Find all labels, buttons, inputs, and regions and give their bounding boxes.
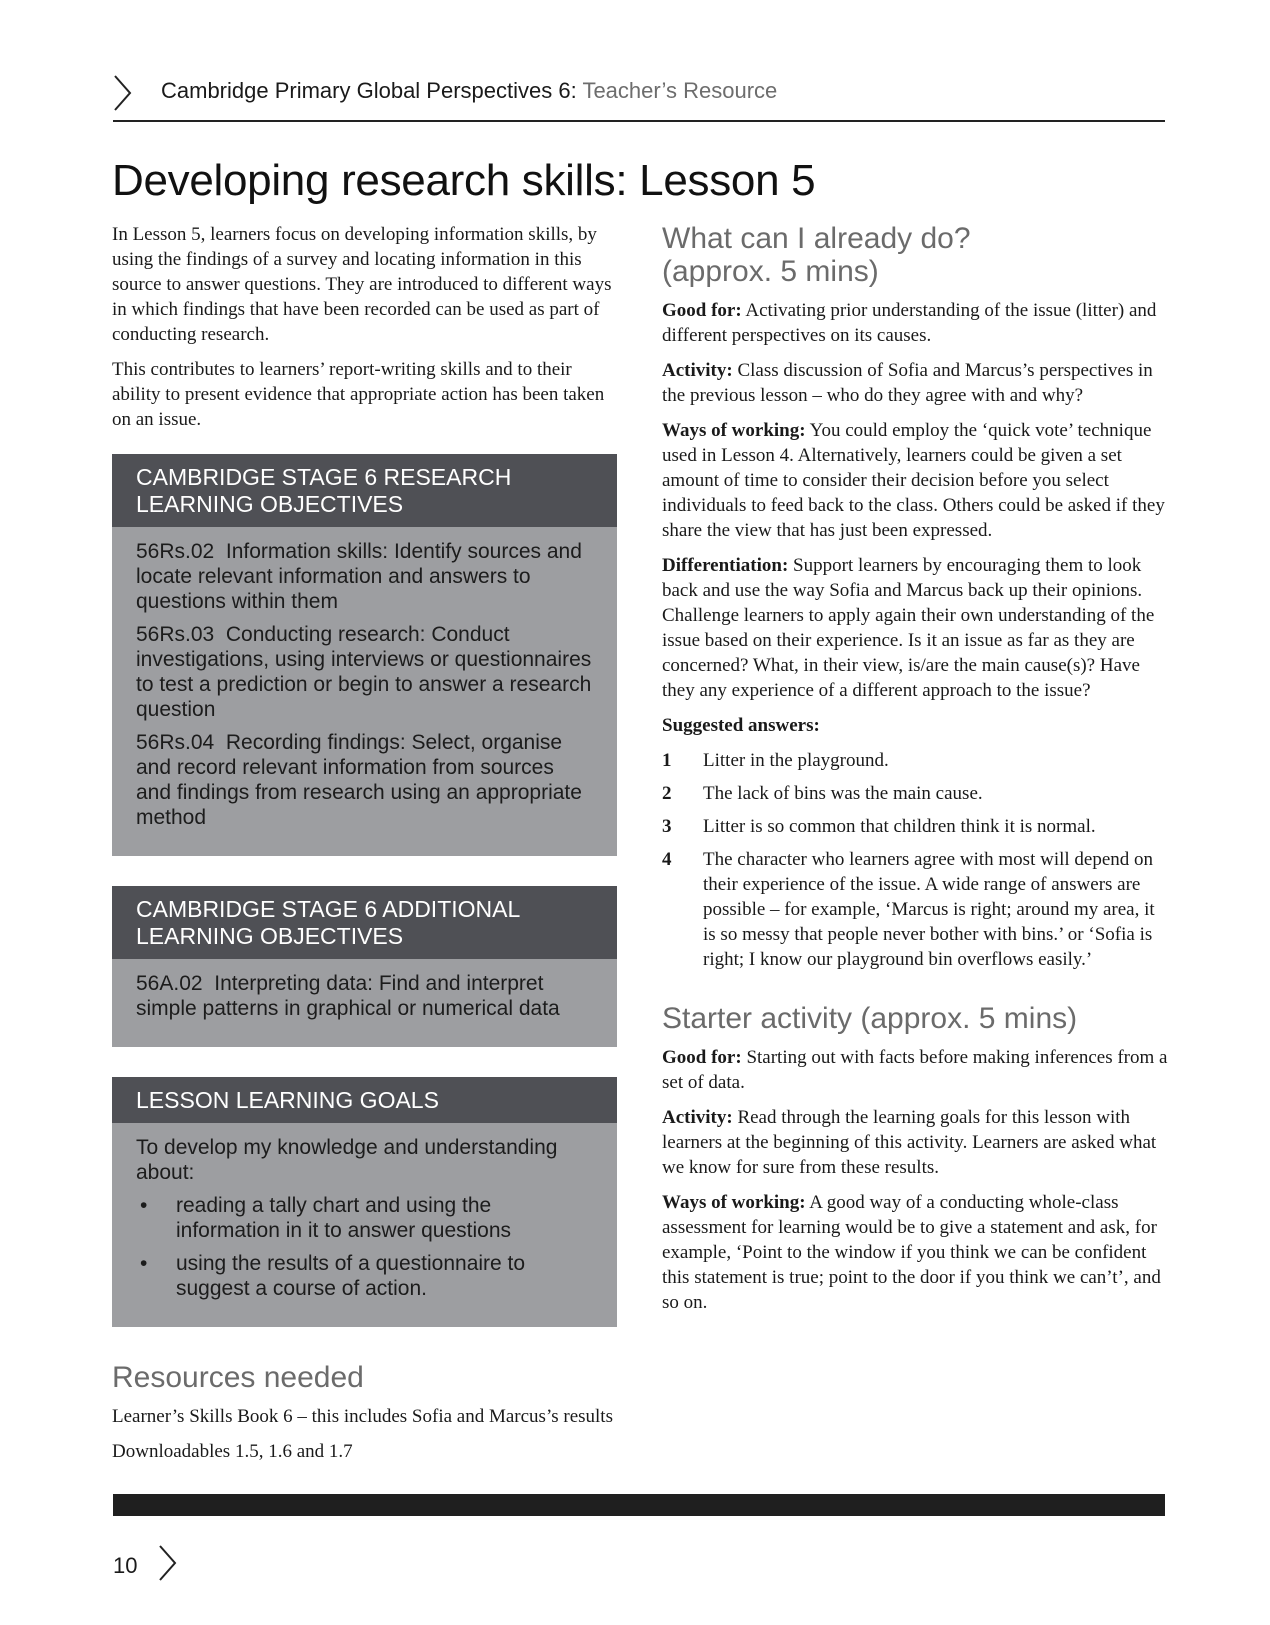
paragraph-label: Activity: [662, 1107, 733, 1128]
list-item [662, 781, 1170, 806]
objective-text: Recording findings: Select, organise and record relevant information from sources and findings from research using an appropriate method [136, 731, 582, 829]
book-title-sub: Teacher’s Resource [582, 78, 778, 103]
starter-paragraph [662, 1045, 1170, 1095]
learning-goals-box [112, 1077, 617, 1327]
answer-number: 1 [662, 750, 672, 771]
paragraph-text: Class discussion of Sofia and Marcus’s perspectives in the previous lesson – who do they agree with and why? [662, 360, 1153, 406]
answer-text: Litter in the playground. [703, 750, 889, 771]
list-item [662, 748, 1170, 773]
intro-paragraph-1: In Lesson 5, learners focus on developing information skills, by using the findings of a survey and locating information in this source to answer questions. They are introduced to different ways in which findings that have been recorded can be used as part of conducting research. [112, 224, 612, 345]
objective-text: Interpreting data: Find and interpret simple patterns in graphical or numerical data [136, 972, 560, 1020]
learning-goals-list [136, 1193, 593, 1301]
book-title [161, 78, 777, 104]
objective-item [136, 971, 593, 1021]
objective-text: Conducting research: Conduct investigations, using interviews or questionnaires to test a prediction or begin to answer a research question [136, 623, 592, 721]
additional-objectives-heading: CAMBRIDGE STAGE 6 ADDITIONAL LEARNING OBJECTIVES [112, 886, 617, 959]
resource-item: Downloadables 1.5, 1.6 and 1.7 [112, 1441, 353, 1462]
objective-code: 56Rs.03 [136, 623, 215, 646]
objective-text: Information skills: Identify sources and locate relevant information and answers to questions within them [136, 540, 582, 613]
resource-item: Learner’s Skills Book 6 – this includes Sofia and Marcus’s results [112, 1406, 613, 1427]
goal-text: reading a tally chart and using the information in it to answer questions [176, 1194, 512, 1242]
running-header [113, 68, 1165, 122]
objective-code: 56Rs.04 [136, 731, 215, 754]
objective-item [136, 622, 593, 722]
already-do-heading [662, 222, 1170, 288]
answer-text: The lack of bins was the main cause. [703, 783, 983, 804]
list-item [662, 814, 1170, 839]
paragraph-label: Good for: [662, 1047, 742, 1068]
paragraph-label: Differentiation: [662, 555, 789, 576]
footer-rule [113, 1494, 1165, 1516]
answer-text: The character who learners agree with most will depend on their experience of the issue. A wide range of answers are possible – for example, ‘Marcus is right; around my area, it is so messy that people never bother with bins.’ or ‘Sofia is right; I know our playground bin overflows easily.’ [703, 849, 1155, 970]
chevron-right-icon [113, 74, 133, 112]
bullet: • [140, 1252, 148, 1275]
book-title-main: Cambridge Primary Global Perspectives 6: [161, 78, 577, 103]
already-do-heading-line1: What can I already do? [662, 222, 971, 255]
starter-heading: Starter activity (approx. 5 mins) [662, 1002, 1078, 1035]
answer-text: Litter is so common that children think it is normal. [703, 816, 1096, 837]
already-do-paragraph [662, 298, 1170, 348]
additional-objectives-box [112, 886, 617, 1047]
right-column [662, 222, 1170, 1325]
learning-goals-intro: To develop my knowledge and understanding about: [136, 1136, 558, 1184]
paragraph-label: Good for: [662, 300, 742, 321]
already-do-heading-line2: (approx. 5 mins) [662, 255, 879, 288]
answer-number: 2 [662, 783, 672, 804]
paragraph-text: Starting out with facts before making inferences from a set of data. [662, 1047, 1168, 1093]
paragraph-label: Activity: [662, 360, 733, 381]
objective-code: 56Rs.02 [136, 540, 215, 563]
starter-paragraph [662, 1190, 1170, 1315]
answer-number: 3 [662, 816, 672, 837]
objective-item [136, 539, 593, 614]
page-number: 10 [113, 1553, 138, 1578]
suggested-answers-list [662, 748, 1170, 972]
paragraph-text: Activating prior understanding of the issue (litter) and different perspectives on its causes. [662, 300, 1157, 346]
page-title: Developing research skills: Lesson 5 [112, 156, 816, 205]
goal-text: using the results of a questionnaire to suggest a course of action. [176, 1252, 526, 1300]
paragraph-label: Ways of working: [662, 1192, 806, 1213]
paragraph-label: Ways of working: [662, 420, 806, 441]
resources-heading: Resources needed [112, 1361, 364, 1394]
starter-paragraph [662, 1105, 1170, 1180]
intro-paragraph-2: This contributes to learners’ report-writing skills and to their ability to present evidence that appropriate action has been taken on an issue. [112, 359, 605, 430]
paragraph-text: A good way of a conducting whole-class assessment for learning would be to give a statement and ask, for example, ‘Point to the window if you think we can be confident this statement is true; point to the door if you think we can’t’, and so on. [662, 1192, 1161, 1313]
paragraph-text: You could employ the ‘quick vote’ technique used in Lesson 4. Alternatively, learners could be given a set amount of time to consider their decision before you select individuals to feed back to the class. Others could be asked if they share the view that has just been expressed. [662, 420, 1165, 541]
objective-item [136, 730, 593, 830]
already-do-paragraph [662, 418, 1170, 543]
bullet: • [140, 1194, 148, 1217]
already-do-paragraph [662, 553, 1170, 703]
already-do-paragraph [662, 358, 1170, 408]
paragraph-text: Read through the learning goals for this lesson with learners at the beginning of this activity. Learners are asked what we know for sure from these results. [662, 1107, 1157, 1178]
paragraph-text: Support learners by encouraging them to look back and use the way Sofia and Marcus back up their opinions. Challenge learners to apply again their own understanding of the issue based on their experience. Is it an issue as far as they are concerned? What, in their view, is/are the main cause(s)? Have they any experience of a different approach to the issue? [662, 555, 1155, 701]
list-item [136, 1193, 593, 1243]
chevron-right-icon [158, 1544, 178, 1582]
list-item [662, 847, 1170, 972]
objective-code: 56A.02 [136, 972, 203, 995]
left-column [112, 222, 617, 1474]
research-objectives-heading: CAMBRIDGE STAGE 6 RESEARCH LEARNING OBJECTIVES [112, 454, 617, 527]
learning-goals-heading: LESSON LEARNING GOALS [112, 1077, 617, 1123]
list-item [136, 1251, 593, 1301]
research-objectives-box [112, 454, 617, 856]
answer-number: 4 [662, 849, 672, 870]
suggested-answers-label: Suggested answers: [662, 715, 820, 736]
